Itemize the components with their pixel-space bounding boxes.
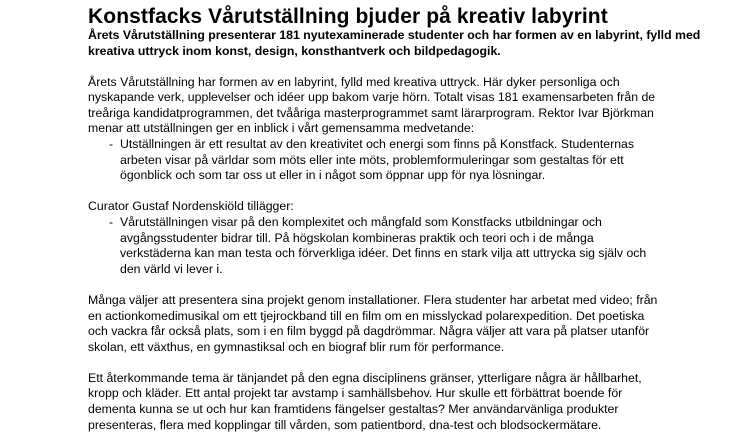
paragraph-line: treåriga kandidatprogrammen, det tvååriga masterprogrammet samt lärarprogram. Rektor Ivar Björkman	[88, 105, 654, 120]
paragraph-line: nyskapande verk, upplevelser och idéer upp bakom varje hörn. Totalt visas 181 examensarbeten från de	[88, 90, 656, 105]
paragraph-line: skolan, ett växthus, en gymnastiksal och en biograf blir rum för performance.	[88, 339, 505, 354]
lead-paragraph	[88, 28, 738, 59]
paragraph-line: Ett återkommande tema är tänjandet på den egna disciplinens gränser, ytterligare några är hållbarhet,	[88, 370, 642, 385]
quote-rector	[88, 137, 738, 184]
paragraph-line: presenteras, flera med kopplingar till vården, som patientbord, dna-test och blodsockermätare.	[88, 417, 602, 432]
paragraph-line: Årets Vårutställning har formen av en labyrint, fylld med kreativa uttryck. Här dyker personliga och	[88, 74, 620, 89]
quote-line: den värld vi lever i.	[120, 261, 223, 276]
paragraph-line: en actionkomedimusikal om ett tjejrockband till en film om en misslyckad polarexpedition. Det poetiska	[88, 308, 645, 323]
document-page	[88, 6, 738, 433]
paragraph-line: kropp och kläder. Ett antal projekt tar avstamp i samhällsbehov. Hur skulle ett förbättrat boende för	[88, 386, 623, 401]
bullet-dash: -	[109, 214, 114, 229]
quote-curator	[88, 215, 738, 277]
installations-paragraph	[88, 293, 738, 355]
intro-paragraph	[88, 75, 738, 137]
quote-line: ögonblick och som tar oss ut eller in i något som öppnar upp för nya lösningar.	[120, 168, 546, 183]
lead-line: kreativa uttryck inom konst, design, konsthantverk och bildpedagogik.	[88, 43, 501, 58]
quote-line: avgångsstudenter bidrar till. På högskolan kombineras praktik och teori och i de många	[120, 230, 594, 245]
bullet-dash: -	[109, 136, 114, 151]
quote-line: Utställningen är ett resultat av den kreativitet och energi som finns på Konstfack. Studenternas	[120, 136, 635, 151]
themes-paragraph	[88, 371, 738, 433]
paragraph-line: och vackra får också plats, som i en film byggd på dagdrömmar. Några väljer att vara på platser utanför	[88, 324, 650, 339]
quote-line: arbeten visar på världar som möts eller inte möts, problemformuleringar som gestaltas för ett	[120, 152, 624, 167]
paragraph-line: menar att utställningen ger en inblick i vårt gemensamma medvetande:	[88, 121, 475, 136]
lead-line: Årets Vårutställning presenterar 181 nyutexaminerade studenter och har formen av en labyrint, fylld med	[88, 28, 701, 42]
paragraph-line: Många väljer att presentera sina projekt genom installationer. Flera studenter har arbetat med video; från	[88, 292, 658, 307]
quote-line: Vårutställningen visar på den komplexitet och mångfald som Konstfacks utbildningar och	[120, 214, 602, 229]
curator-intro	[88, 199, 738, 215]
page-title: Konstfacks Vårutställning bjuder på kreativ labyrint	[88, 5, 608, 28]
quote-line: verkstäderna kan man testa och förverkliga idéer. Det finns en stark vilja att uttrycka sig själv och	[120, 246, 647, 261]
paragraph-line: dementa kunna se ut och hur kan framtidens fängelser gestaltas? Mer användarvänliga produkter	[88, 402, 619, 417]
paragraph-line: Curator Gustaf Nordenskiöld tillägger:	[88, 199, 294, 214]
